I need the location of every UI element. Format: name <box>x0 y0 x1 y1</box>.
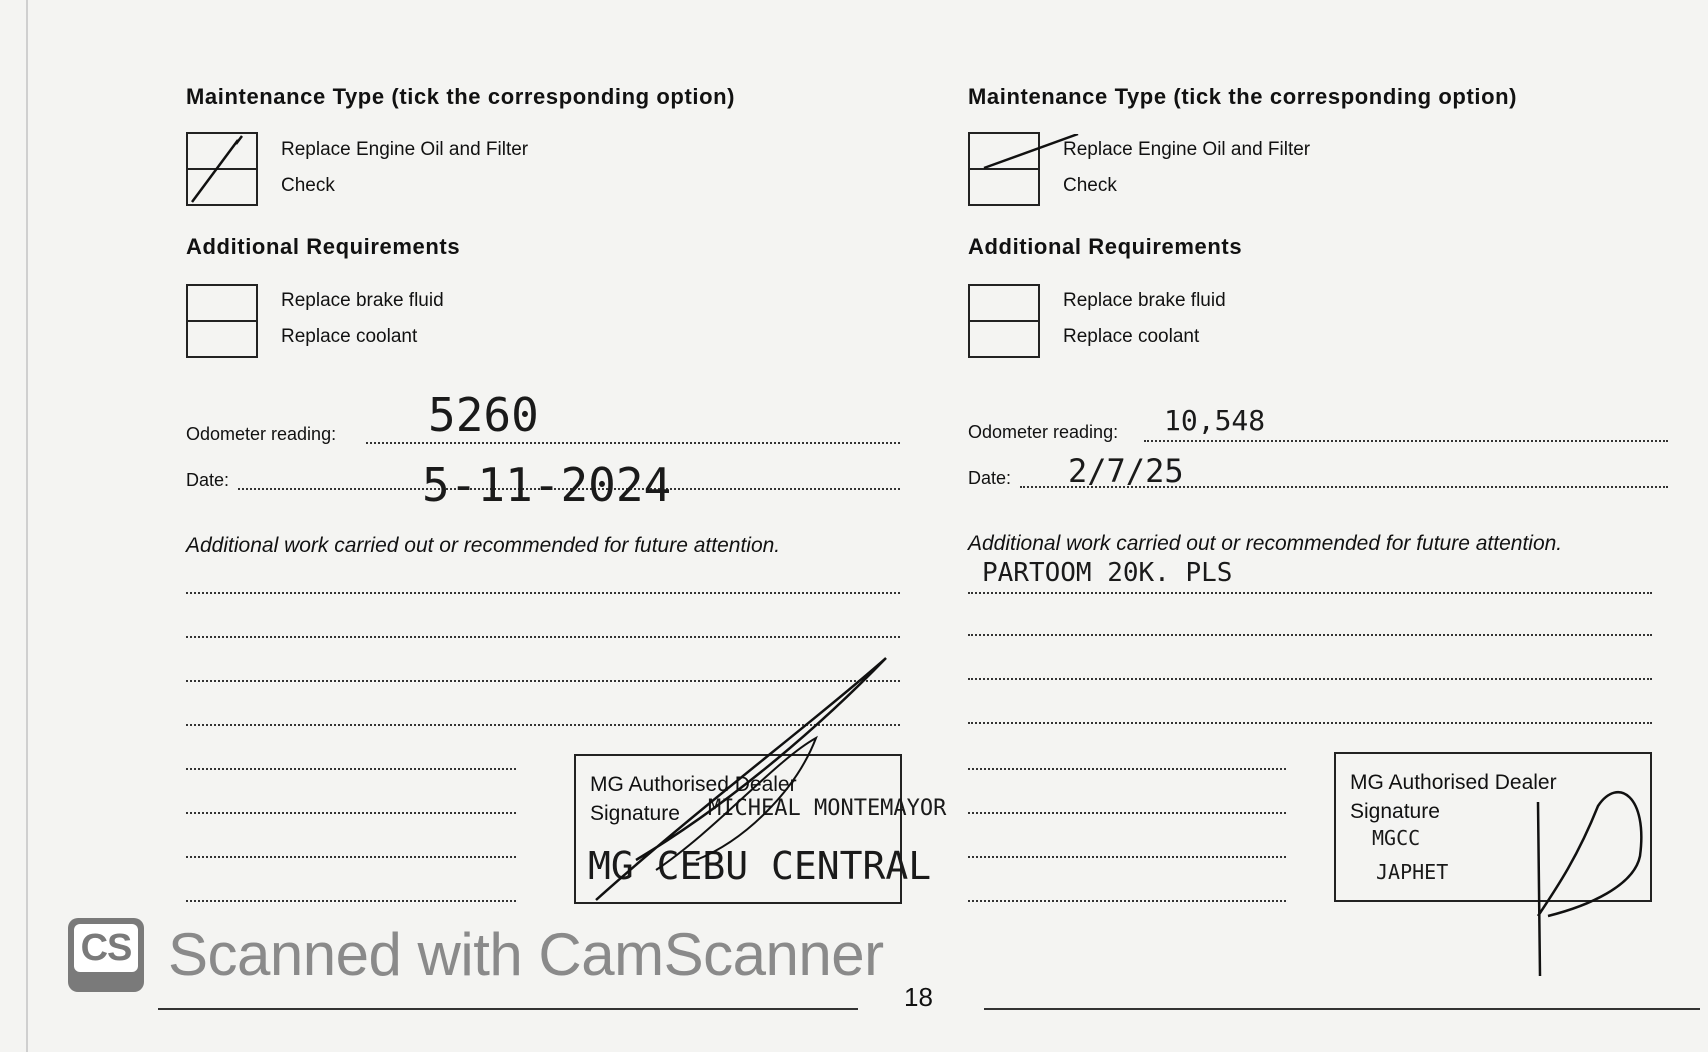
tick-mark-icon <box>188 134 264 208</box>
maintenance-checkboxes <box>968 132 1040 206</box>
additional-requirements-heading: Additional Requirements <box>968 234 1243 259</box>
notes-line-2 <box>968 634 1652 636</box>
notes-line-2 <box>186 636 900 638</box>
date-value: 5-11-2024 <box>422 458 672 512</box>
option-check-label: Check <box>281 175 335 196</box>
odometer-dotted-line <box>366 442 900 444</box>
dealer-signature-line-2: MG CEBU CENTRAL <box>588 844 932 888</box>
date-value: 2/7/25 <box>1068 452 1184 490</box>
notes-line-4 <box>968 722 1652 724</box>
camscanner-logo-text: CS <box>80 927 132 969</box>
dealer-box-signature-label: Signature <box>1350 800 1440 823</box>
dealer-box-title: MG Authorised Dealer <box>1350 771 1557 794</box>
binding-edge <box>26 0 28 1052</box>
date-label: Date: <box>968 468 1012 488</box>
notes-line-1 <box>968 592 1652 594</box>
additional-checkboxes <box>186 284 258 358</box>
additional-checkboxes <box>968 284 1040 358</box>
page-number: 18 <box>904 982 933 1012</box>
option-brake-fluid-label: Replace brake fluid <box>281 290 444 311</box>
notes-line-6 <box>186 812 516 814</box>
option-brake-fluid-label: Replace brake fluid <box>1063 290 1226 311</box>
odometer-dotted-line <box>1144 440 1668 442</box>
notes-line-8 <box>186 900 516 902</box>
checkbox-brake-fluid[interactable] <box>188 286 256 320</box>
maintenance-type-heading: Maintenance Type (tick the corresponding option) <box>968 84 1518 109</box>
bottom-rule-right <box>984 1008 1700 1010</box>
odometer-value: 10,548 <box>1164 404 1266 437</box>
notes-line-7 <box>186 856 516 858</box>
dealer-signature-line-1: MICHEAL MONTEMAYOR <box>708 796 947 821</box>
checkbox-coolant[interactable] <box>188 320 256 356</box>
option-coolant-label: Replace coolant <box>1063 326 1200 347</box>
additional-work-label: Additional work carried out or recommended for future attention. <box>186 534 781 557</box>
notes-line-7 <box>968 856 1286 858</box>
notes-line-5 <box>968 768 1286 770</box>
dealer-signature-line-1: MGCC <box>1372 826 1421 850</box>
maintenance-checkboxes <box>186 132 258 206</box>
notes-line-6 <box>968 812 1286 814</box>
signature-scrawl-icon <box>576 650 916 910</box>
additional-work-notes: PARTOOM 20K. PLS <box>982 558 1233 588</box>
dealer-box-signature-label: Signature <box>590 802 680 825</box>
additional-work-label: Additional work carried out or recommended for future attention. <box>968 532 1563 555</box>
bottom-rule-left <box>158 1008 858 1010</box>
maintenance-type-heading: Maintenance Type (tick the corresponding option) <box>186 84 736 109</box>
dealer-signature-line-2: JAPHET <box>1376 860 1449 884</box>
odometer-label: Odometer reading: <box>186 424 337 444</box>
notes-line-1 <box>186 592 900 594</box>
option-check-label: Check <box>1063 175 1117 196</box>
camscanner-logo-icon <box>68 918 144 992</box>
checkbox-coolant[interactable] <box>970 320 1038 356</box>
service-entry-right <box>968 0 1668 1052</box>
odometer-value: 5260 <box>428 388 539 442</box>
camscanner-watermark: Scanned with CamScanner <box>168 921 884 988</box>
notes-line-3 <box>968 678 1652 680</box>
option-engine-oil-label: Replace Engine Oil and Filter <box>281 139 529 160</box>
dealer-box-title: MG Authorised Dealer <box>590 773 797 796</box>
notes-line-8 <box>968 900 1286 902</box>
checkbox-brake-fluid[interactable] <box>970 286 1038 320</box>
signature-scrawl-icon <box>1528 766 1648 986</box>
notes-line-5 <box>186 768 516 770</box>
option-engine-oil-label: Replace Engine Oil and Filter <box>1063 139 1311 160</box>
option-coolant-label: Replace coolant <box>281 326 418 347</box>
date-label: Date: <box>186 470 230 490</box>
odometer-label: Odometer reading: <box>968 422 1119 442</box>
additional-requirements-heading: Additional Requirements <box>186 234 461 259</box>
